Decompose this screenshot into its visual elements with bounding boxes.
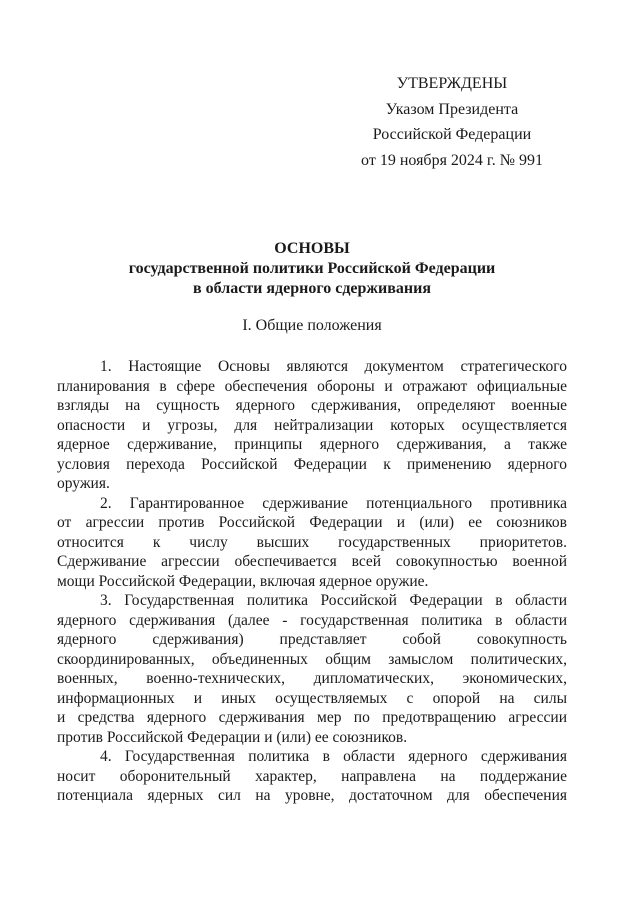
body-line: от агрессии против Российской Федерации и (или) ее союзников: [57, 514, 567, 531]
body-line: 3. Государственная политика Российской Федерации в области: [100, 592, 567, 609]
body-line: мощи Российской Федерации, включая ядерное оружие.: [57, 572, 429, 590]
approval-stamp-line: УТВЕРЖДЕНЫ: [396, 75, 508, 92]
approval-stamp-line: Российской Федерации: [372, 126, 532, 143]
body-line: носит оборонительный характер, направлена на поддержание: [57, 767, 567, 785]
paragraph-4: [57, 747, 567, 806]
body-line: ядерное сдерживание, принципы ядерного сдерживания, а также: [57, 436, 567, 453]
body-line: опасности и угрозы, для нейтрализации которых осуществляется: [57, 416, 567, 434]
body-line: 2. Гарантированное сдерживание потенциального противника: [100, 494, 567, 512]
document-title-line: государственной политики Российской Федерации: [128, 260, 496, 277]
body-line: против Российской Федерации и (или) ее союзников.: [57, 728, 408, 746]
body-line: условия перехода Российской Федерации к применению ядерного: [57, 455, 567, 473]
paragraph-1: [57, 357, 567, 494]
body-line: 4. Государственная политика в области ядерного сдерживания: [100, 748, 567, 765]
document-body: [57, 357, 567, 806]
document-title: [57, 239, 567, 299]
document-title-line: ОСНОВЫ: [274, 240, 350, 257]
paragraph-3: [57, 591, 567, 747]
body-line: планирования в сфере обеспечения обороны и отражают официальные: [57, 377, 567, 395]
approval-stamp: [347, 71, 557, 173]
body-line: взгляды на сущность ядерного сдерживания, определяют военные: [57, 397, 567, 414]
document-title-line: в области ядерного сдерживания: [193, 280, 431, 297]
body-line: военных, военно-технических, дипломатических, экономических,: [57, 670, 567, 687]
approval-stamp-line: Указом Президента: [385, 100, 519, 118]
body-line: относится к числу высших государственных приоритетов.: [57, 533, 567, 551]
body-line: ядерного сдерживания) представляет собой совокупность: [57, 631, 567, 648]
body-line: информационных и иных осуществляемых с опорой на силы: [57, 689, 567, 707]
paragraph-2: [57, 494, 567, 592]
section-heading: I. Общие положения: [242, 317, 382, 334]
body-line: оружия.: [57, 475, 110, 492]
body-line: и средства ядерного сдерживания мер по предотвращению агрессии: [57, 709, 567, 726]
body-line: потенциала ядерных сил на уровне, достаточном для обеспечения: [57, 787, 567, 804]
body-line: Сдерживание агрессии обеспечивается всей совокупностью военной: [57, 553, 567, 570]
approval-stamp-line: от 19 ноября 2024 г. № 991: [361, 151, 543, 169]
body-line: скоординированных, объединенных общим замыслом политических,: [57, 650, 567, 668]
body-line: 1. Настоящие Основы являются документом стратегического: [100, 358, 567, 375]
body-line: ядерного сдерживания (далее - государственная политика в области: [57, 611, 567, 629]
